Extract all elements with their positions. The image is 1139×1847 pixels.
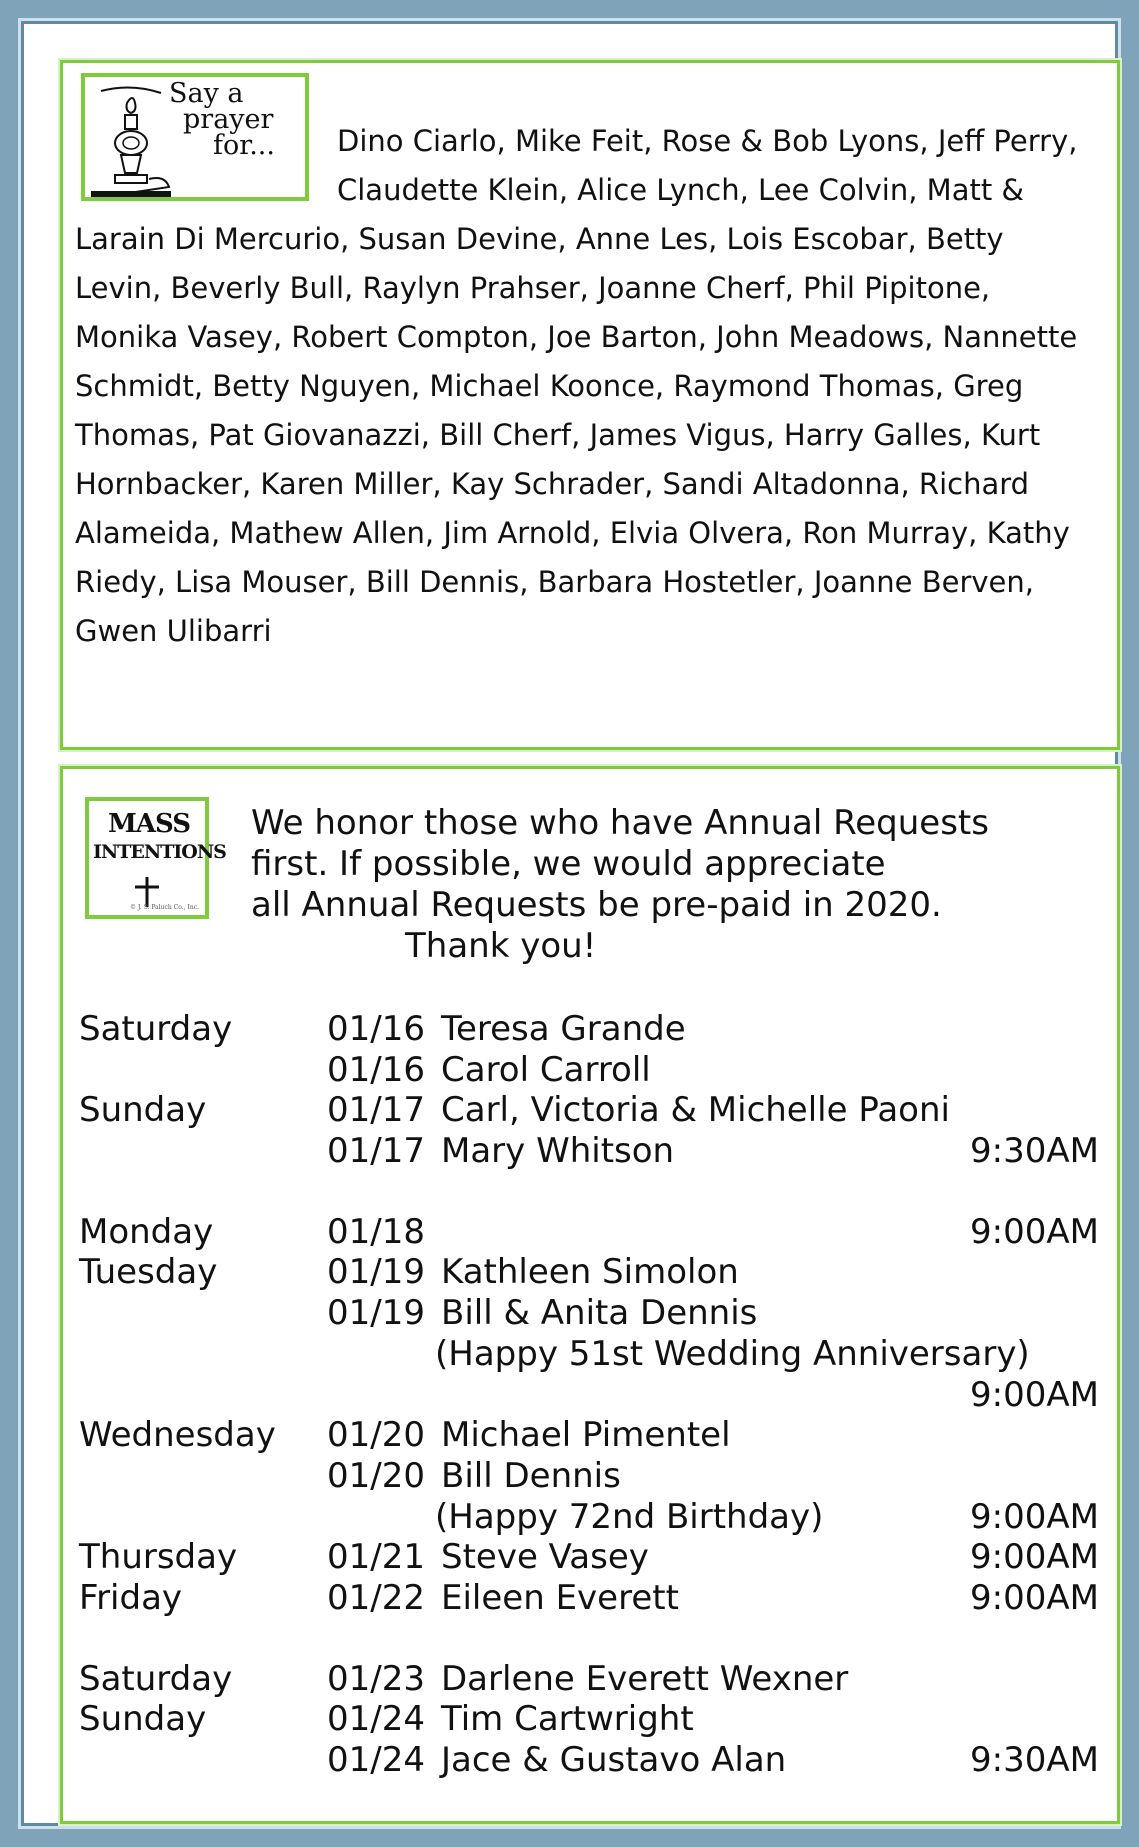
schedule-name: Darlene Everett Wexner [441, 1658, 849, 1699]
mass-intentions-logo [85, 797, 226, 919]
schedule-date: 01/23 [327, 1658, 425, 1699]
schedule-day: Sunday [79, 1699, 207, 1740]
schedule-date: 01/17 [327, 1090, 425, 1131]
schedule-time: 9:00AM [970, 1537, 1099, 1578]
schedule-time: 9:30AM [970, 1131, 1099, 1172]
schedule-note: (Happy 51st Wedding Anniversary) [435, 1333, 1030, 1374]
schedule-gap [79, 1172, 1099, 1212]
schedule-time: 9:00AM [970, 1577, 1099, 1618]
schedule-date: 01/16 [327, 1049, 425, 1090]
schedule-row [79, 1537, 1099, 1578]
prayer-logo-line: prayer [183, 104, 274, 135]
prayer-list-section [60, 60, 1120, 750]
schedule-date: 01/21 [327, 1537, 425, 1578]
schedule-name: Teresa Grande [441, 1009, 686, 1049]
schedule-date: 01/19 [327, 1293, 425, 1334]
schedule-day: Saturday [79, 1658, 233, 1699]
schedule-note: (Happy 72nd Birthday) [435, 1496, 824, 1537]
schedule-name: Tim Cartwright [441, 1699, 694, 1740]
schedule-name: Steve Vasey [441, 1537, 649, 1578]
mass-logo-line2: INTENTIONS [93, 841, 226, 863]
prayer-logo-text [165, 78, 305, 161]
mass-intro-text [251, 803, 1071, 967]
schedule-time: 9:30AM [970, 1740, 1099, 1780]
schedule-date: 01/20 [327, 1415, 425, 1456]
schedule-row [79, 1293, 1099, 1334]
schedule-row [79, 1659, 1099, 1700]
schedule-date: 01/24 [327, 1740, 425, 1780]
say-a-prayer-logo [81, 73, 309, 201]
schedule-row [79, 1090, 1099, 1131]
intro-line: all Annual Requests be pre-paid in 2020. [251, 885, 942, 925]
schedule-date: 01/19 [327, 1252, 425, 1293]
schedule-name: Bill Dennis [441, 1455, 621, 1496]
schedule-row [79, 1131, 1099, 1172]
schedule-name: Mary Whitson [441, 1131, 675, 1172]
prayer-logo-line: Say a [169, 78, 244, 109]
schedule-date: 01/20 [327, 1455, 425, 1496]
schedule-date: 01/16 [327, 1009, 425, 1049]
schedule-name: Carl, Victoria & Michelle Paoni [441, 1090, 950, 1131]
schedule-time: 9:00AM [970, 1374, 1099, 1415]
schedule-date: 01/22 [327, 1577, 425, 1618]
schedule-day: Friday [79, 1577, 183, 1618]
schedule-row [79, 1497, 1099, 1538]
schedule-date: 01/24 [327, 1699, 425, 1740]
oil-lamp-icon [91, 83, 171, 199]
schedule-name: Michael Pimentel [441, 1415, 731, 1456]
logo-copyright: © J. S. Paluch Co., Inc. [130, 904, 199, 911]
schedule-row [79, 1699, 1099, 1740]
schedule-day: Wednesday [79, 1415, 276, 1456]
schedule-time: 9:00AM [970, 1211, 1099, 1252]
schedule-day: Tuesday [79, 1252, 218, 1293]
prayer-logo-line: for... [213, 130, 275, 161]
intro-line: first. If possible, we would appreciate [251, 844, 886, 884]
schedule-day: Thursday [79, 1537, 238, 1578]
schedule-row [79, 1456, 1099, 1497]
schedule-date: 01/17 [327, 1131, 425, 1172]
mass-schedule [79, 1009, 1099, 1781]
schedule-row [79, 1375, 1099, 1416]
schedule-row [79, 1050, 1099, 1091]
schedule-row [79, 1009, 1099, 1050]
schedule-row [79, 1212, 1099, 1253]
schedule-row [79, 1578, 1099, 1619]
schedule-name: Eileen Everett [441, 1577, 679, 1618]
schedule-day: Monday [79, 1211, 214, 1252]
schedule-name: Jace & Gustavo Alan [441, 1740, 787, 1780]
schedule-name: Carol Carroll [441, 1049, 651, 1090]
schedule-name: Kathleen Simolon [441, 1252, 739, 1293]
schedule-date: 01/18 [327, 1211, 425, 1252]
prayer-names-text: Dino Ciarlo, Mike Feit, Rose & Bob Lyons, Jeff Perry, Claudette Klein, Alice Lynch, Lee Colvin, Matt & Larain Di Mercurio, Susan Devine, Anne Les, Lois Escobar, Betty Levin, Beverly Bull, Raylyn Prahser, Joanne Cherf, Phil Pipitone, Monika Vasey, Robert Compton, Joe Barton, John Meadows, Nannette Schmidt, Betty Nguyen, Michael Koonce, Raymond Thomas, Greg Thomas, Pat Giovanazzi, Bill Cherf, James Vigus, Harry Galles, Kurt Hornbacker, Karen Miller, Kay Schrader, Sandi Altadonna, Richard Alameida, Mathew Allen, Jim Arnold, Elvia Olvera, Ron Murray, Kathy Riedy, Lisa Mouser, Bill Dennis, Barbara Hostetler, Joanne Berven, Gwen Ulibarri [75, 124, 1078, 648]
schedule-day: Sunday [79, 1090, 207, 1131]
mass-logo-line1: MASS [108, 809, 190, 839]
schedule-row [79, 1740, 1099, 1781]
schedule-gap [79, 1619, 1099, 1659]
schedule-name: Bill & Anita Dennis [441, 1293, 758, 1334]
schedule-row [79, 1334, 1099, 1375]
schedule-row [79, 1415, 1099, 1456]
schedule-row [79, 1252, 1099, 1293]
thank-you-text: Thank you! [405, 926, 597, 966]
schedule-time: 9:00AM [970, 1496, 1099, 1537]
mass-intentions-section [60, 766, 1120, 1824]
schedule-day: Saturday [79, 1009, 233, 1049]
intro-line: We honor those who have Annual Requests [251, 803, 989, 843]
